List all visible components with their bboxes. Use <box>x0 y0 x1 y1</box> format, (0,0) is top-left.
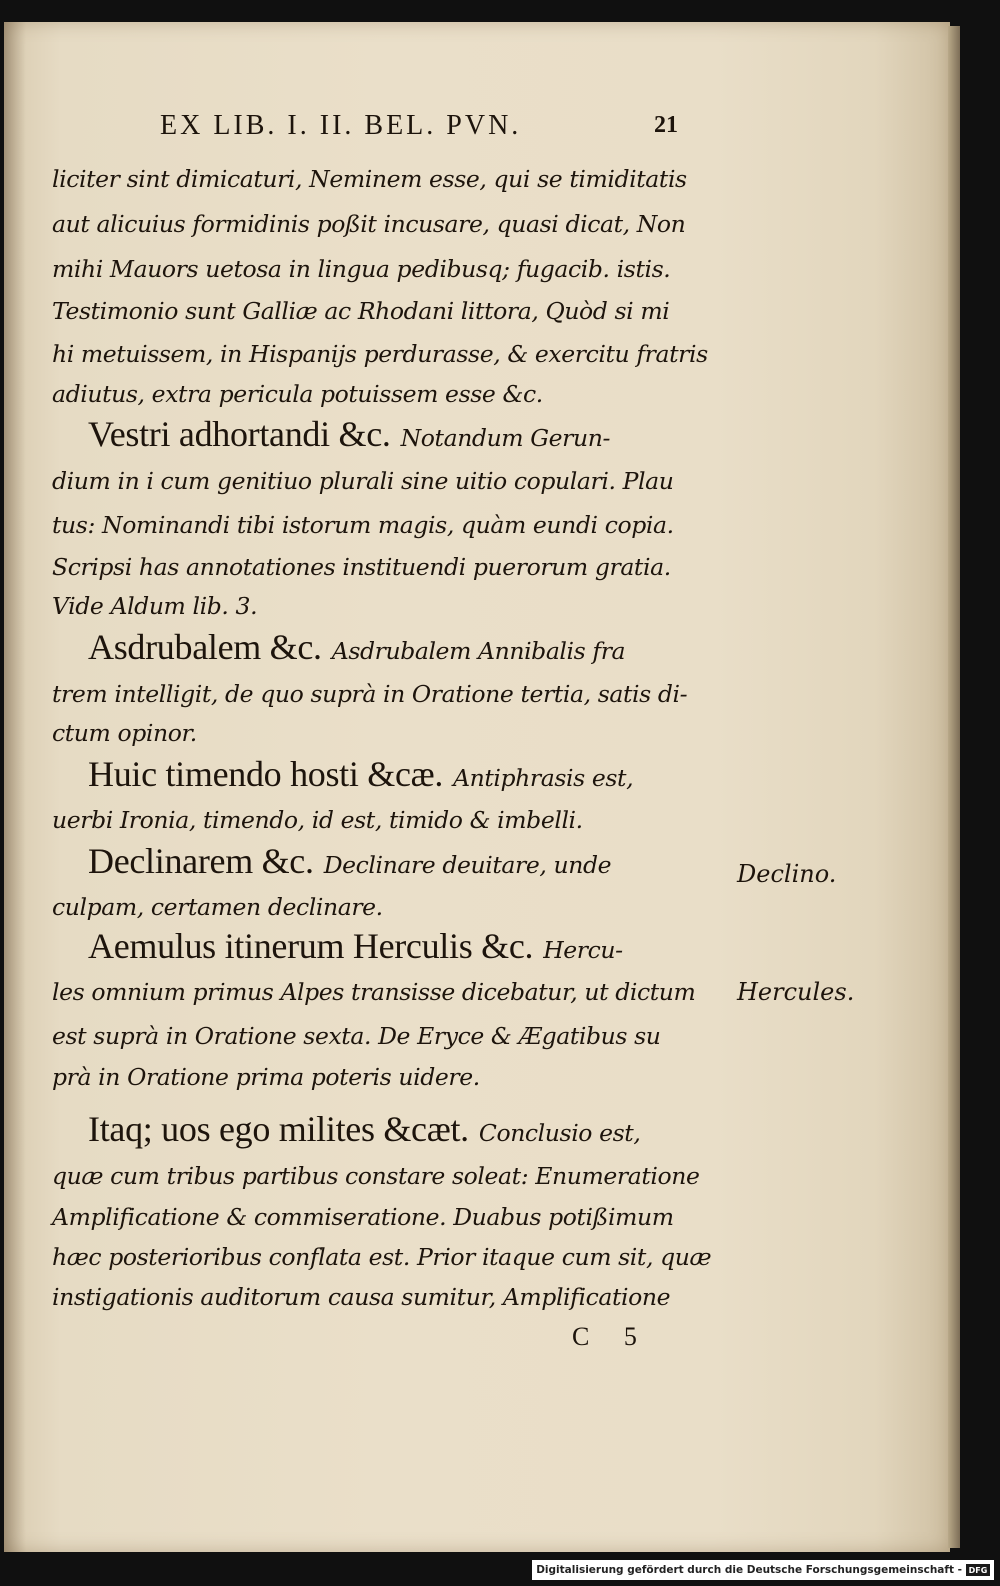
dfg-logo: DFG <box>966 1564 990 1576</box>
running-head: EX LIB. I. II. BEL. PVN. <box>160 110 522 141</box>
credit-footer <box>532 1560 994 1580</box>
signature-mark: C 5 <box>572 1322 651 1351</box>
lemma-line: Itaq; uos ego milites &cæt. Conclusio est, <box>88 1109 641 1149</box>
text-line: instigationis auditorum causa sumitur, Amplificatione <box>52 1283 671 1311</box>
text-line: dium in i cum genitiuo plurali sine uitio copulari. Plau <box>52 467 674 495</box>
lemma-line: Vestri adhortandi &c. Notandum Gerun- <box>88 414 610 454</box>
folio-number: 21 <box>654 112 678 138</box>
lemma-heading: Vestri adhortandi &c. <box>88 414 391 454</box>
text-line: adiutus, extra pericula potuissem esse &c. <box>52 380 543 408</box>
text-line: mihi Mauors uetosa in lingua pedibusq; fugacib. istis. <box>52 255 671 283</box>
lemma-heading: Aemulus itinerum Herculis &c. <box>88 926 534 966</box>
credit-text: Digitalisierung gefördert durch die Deutsche Forschungsgemeinschaft - <box>536 1564 962 1576</box>
lemma-line: Huic timendo hosti &cæ. Antiphrasis est, <box>88 754 634 794</box>
text-line: Amplificatione & commiseratione. Duabus potißimum <box>52 1203 674 1231</box>
lemma-line: Declinarem &c. Declinare deuitare, unde <box>88 841 612 881</box>
lemma-heading: Asdrubalem &c. <box>88 627 322 667</box>
gutter-shadow <box>4 22 26 1552</box>
text-line: Testimonio sunt Galliæ ac Rhodani littora, Quòd si mi <box>52 297 670 325</box>
text-line: prà in Oratione prima poteris uidere. <box>52 1063 480 1091</box>
lemma-heading: Huic timendo hosti &cæ. <box>88 754 444 794</box>
text-line: liciter sint dimicaturi, Neminem esse, qui se timiditatis <box>52 165 687 193</box>
text-line: est suprà in Oratione sexta. De Eryce & Ægatibus su <box>52 1022 661 1050</box>
text-line: tus: Nominandi tibi istorum magis, quàm eundi copia. <box>52 511 674 539</box>
text-line: les omnium primus Alpes transisse dicebatur, ut dictum <box>52 978 696 1006</box>
text-line: Vide Aldum lib. 3. <box>52 592 258 620</box>
text-line: aut alicuius formidinis poßit incusare, quasi dicat, Non <box>52 210 686 238</box>
text-line: Scripsi has annotationes instituendi puerorum gratia. <box>52 553 671 581</box>
text-line: uerbi Ironia, timendo, id est, timido & imbelli. <box>52 806 583 834</box>
text-line: hæc posterioribus conflata est. Prior itaque cum sit, quæ <box>52 1243 712 1271</box>
margin-note: Declino. <box>737 860 837 888</box>
lemma-heading: Declinarem &c. <box>88 841 314 881</box>
lemma-heading: Itaq; uos ego milites &cæt. <box>88 1109 469 1149</box>
text-line: trem intelligit, de quo suprà in Oratione tertia, satis di- <box>52 680 688 708</box>
text-line: ctum opinor. <box>52 719 197 747</box>
lemma-line: Asdrubalem &c. Asdrubalem Annibalis fra <box>88 627 626 667</box>
page-edge <box>948 26 960 1548</box>
lemma-line: Aemulus itinerum Herculis &c. Hercu- <box>88 926 623 966</box>
text-line: culpam, certamen declinare. <box>52 893 383 921</box>
text-line: quæ cum tribus partibus constare soleat: Enumeratione <box>52 1162 700 1190</box>
text-line: hi metuissem, in Hispanijs perdurasse, & exercitu fratris <box>52 340 708 368</box>
margin-note: Hercules. <box>737 978 855 1006</box>
